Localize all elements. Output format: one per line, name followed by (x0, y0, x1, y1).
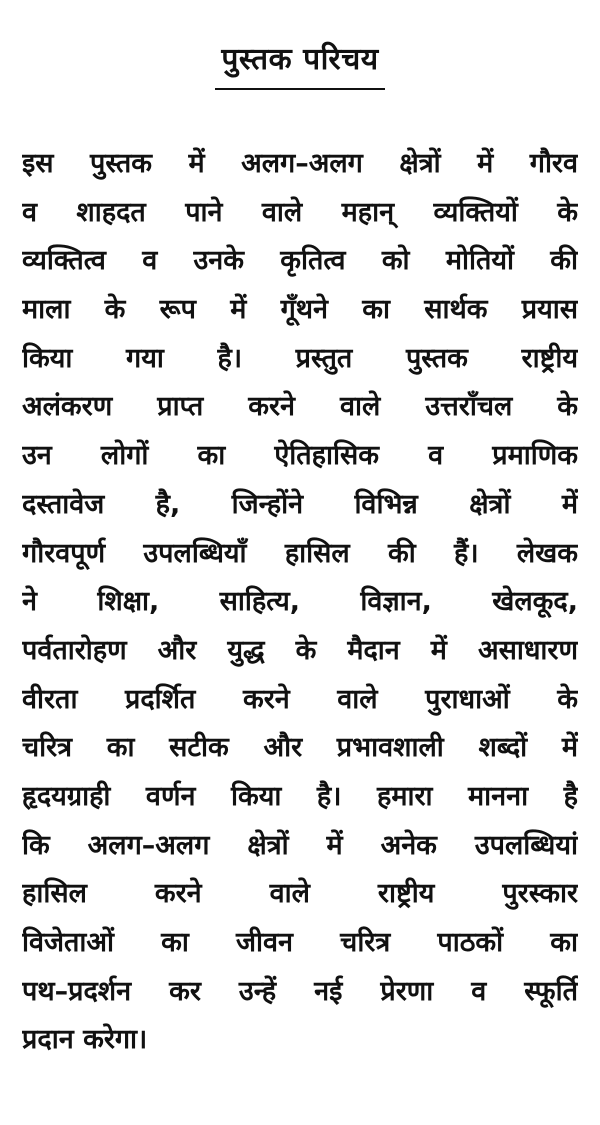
text-line: उन लोगों का ऐतिहासिक व प्रमाणिक (22, 440, 578, 472)
page-title: पुस्तक परिचय (215, 38, 384, 90)
text-line: पर्वतारोहण और युद्ध के मैदान में असाधारण (22, 634, 578, 666)
text-line: माला के रूप में गूँथने का सार्थक प्रयास (22, 294, 578, 326)
text-line: व्यक्तित्व व उनके कृतित्व को मोतियों की (22, 245, 578, 277)
text-line: व शाहदत पाने वाले महान् व्यक्तियों के (22, 196, 578, 228)
text-line: पथ–प्रदर्शन कर उन्हें नई प्रेरणा व स्फूर्ति (22, 975, 578, 1007)
text-line: किया गया है। प्रस्तुत पुस्तक राष्ट्रीय (22, 342, 578, 374)
text-line: चरित्र का सटीक और प्रभावशाली शब्दों में (22, 732, 578, 764)
text-line: ने शिक्षा, साहित्य, विज्ञान, खेलकूद, (22, 586, 578, 618)
text-line: दस्तावेज है, जिन्होंने विभिन्न क्षेत्रों में (22, 488, 578, 520)
text-line: इस पुस्तक में अलग–अलग क्षेत्रों में गौरव (22, 148, 578, 179)
body-paragraph (22, 140, 578, 1065)
text-line: प्रदान करेगा। (22, 1024, 148, 1056)
text-line: कि अलग–अलग क्षेत्रों में अनेक उपलब्धियां (22, 829, 578, 861)
text-line: विजेताओं का जीवन चरित्र पाठकों का (22, 927, 578, 958)
title-container (0, 38, 600, 90)
text-line: वीरता प्रदर्शित करने वाले पुराधाओं के (22, 683, 578, 715)
text-line: हृदयग्राही वर्णन किया है। हमारा मानना है (22, 780, 578, 812)
text-line: गौरवपूर्ण उपलब्धियाँ हासिल की हैं। लेखक (22, 537, 578, 569)
text-line: अलंकरण प्राप्त करने वाले उत्तराँचल के (22, 391, 578, 423)
text-line: हासिल करने वाले राष्ट्रीय पुरस्कार (22, 878, 578, 910)
